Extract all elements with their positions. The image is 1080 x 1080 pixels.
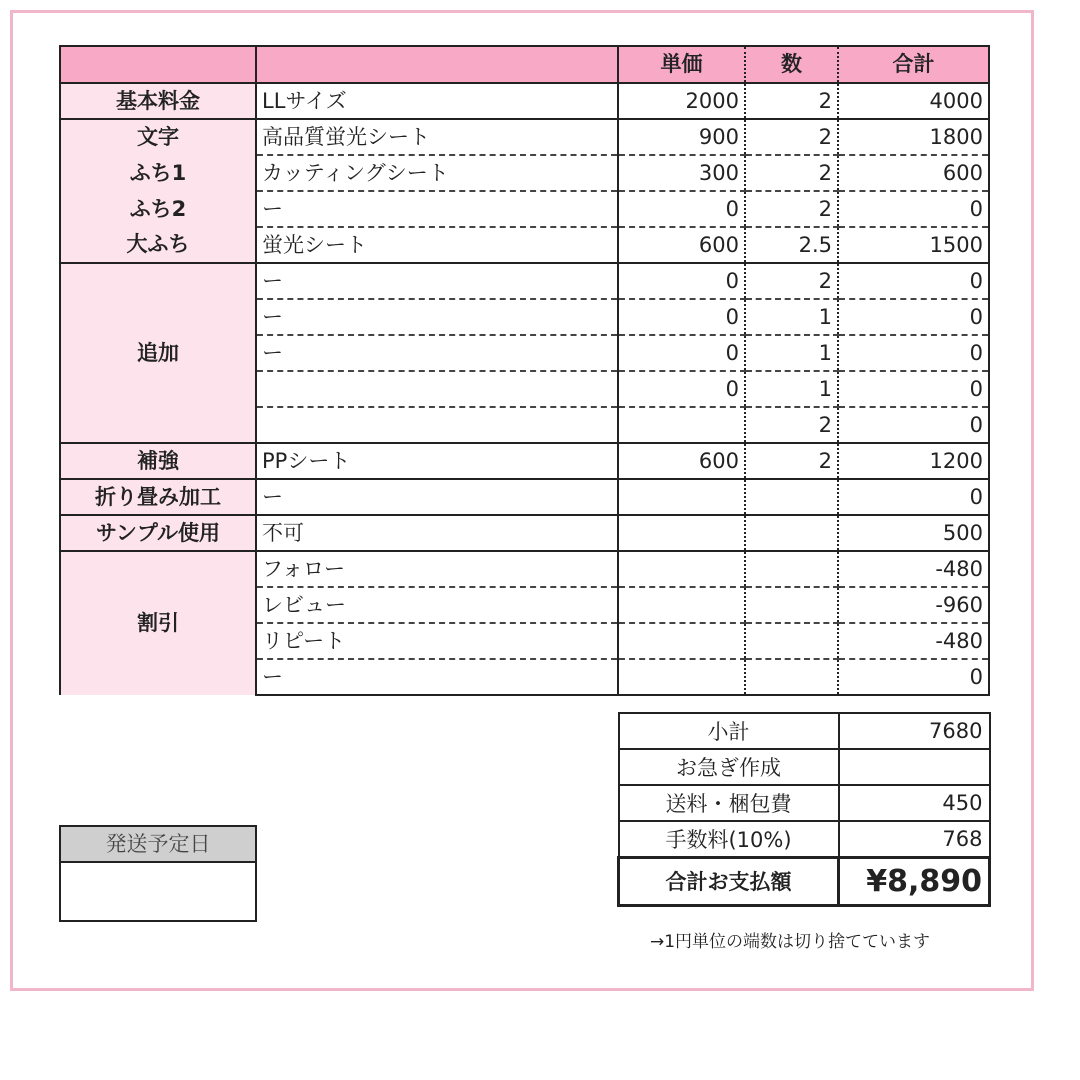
- total-cell: 4000: [838, 83, 989, 119]
- item-cell: [256, 371, 618, 407]
- price-cell: 900: [618, 119, 745, 155]
- category-cell: 基本料金: [60, 83, 256, 119]
- table-row: [60, 83, 989, 119]
- qty-cell: [745, 623, 838, 659]
- table-row: [60, 479, 989, 515]
- header-quantity: 数: [745, 46, 838, 83]
- subtotal-value: 7680: [839, 713, 990, 749]
- item-cell: ー: [256, 479, 618, 515]
- category-cell: 文字: [60, 119, 256, 155]
- item-cell: LLサイズ: [256, 83, 618, 119]
- qty-cell: [745, 515, 838, 551]
- grand-total-value: ¥8,890: [839, 857, 990, 905]
- category-cell: 追加: [60, 263, 256, 443]
- price-cell: 0: [618, 263, 745, 299]
- qty-cell: 2: [745, 407, 838, 443]
- category-cell: 大ふち: [60, 227, 256, 263]
- ship-date-box: [59, 825, 257, 922]
- qty-cell: [745, 587, 838, 623]
- table-row: [60, 263, 989, 299]
- price-cell: [618, 407, 745, 443]
- shipping-label: 送料・梱包費: [619, 785, 839, 821]
- price-cell: 600: [618, 443, 745, 479]
- rush-label: お急ぎ作成: [619, 749, 839, 785]
- fee-row: [619, 821, 990, 857]
- total-cell: 600: [838, 155, 989, 191]
- price-cell: [618, 551, 745, 587]
- qty-cell: 1: [745, 335, 838, 371]
- item-cell: ー: [256, 659, 618, 695]
- qty-cell: [745, 659, 838, 695]
- qty-cell: [745, 479, 838, 515]
- category-cell: 折り畳み加工: [60, 479, 256, 515]
- ship-date-value: [61, 863, 255, 920]
- item-cell: フォロー: [256, 551, 618, 587]
- price-cell: [618, 515, 745, 551]
- rush-row: [619, 749, 990, 785]
- quote-table: [59, 45, 990, 696]
- total-cell: -480: [838, 551, 989, 587]
- fee-value: 768: [839, 821, 990, 857]
- fee-label: 手数料(10%): [619, 821, 839, 857]
- total-cell: 500: [838, 515, 989, 551]
- grand-total-label: 合計お支払額: [619, 857, 839, 905]
- price-cell: [618, 659, 745, 695]
- item-cell: リピート: [256, 623, 618, 659]
- table-row: [60, 119, 989, 155]
- price-cell: 600: [618, 227, 745, 263]
- price-cell: [618, 623, 745, 659]
- category-cell: ふち2: [60, 191, 256, 227]
- total-cell: 0: [838, 407, 989, 443]
- item-cell: ー: [256, 191, 618, 227]
- item-cell: ー: [256, 299, 618, 335]
- ship-date-label: 発送予定日: [61, 827, 255, 863]
- header-unit-price: 単価: [618, 46, 745, 83]
- shipping-row: [619, 785, 990, 821]
- category-cell: 補強: [60, 443, 256, 479]
- item-cell: ー: [256, 335, 618, 371]
- table-row: [60, 443, 989, 479]
- total-cell: -960: [838, 587, 989, 623]
- grand-total-row: [619, 857, 990, 905]
- price-cell: [618, 587, 745, 623]
- qty-cell: [745, 551, 838, 587]
- qty-cell: 2: [745, 119, 838, 155]
- total-cell: 1200: [838, 443, 989, 479]
- total-cell: 1800: [838, 119, 989, 155]
- table-row: [60, 191, 989, 227]
- qty-cell: 1: [745, 299, 838, 335]
- item-cell: 高品質蛍光シート: [256, 119, 618, 155]
- table-header-row: [60, 46, 989, 83]
- price-cell: 300: [618, 155, 745, 191]
- rush-value: [839, 749, 990, 785]
- total-cell: 0: [838, 371, 989, 407]
- price-cell: 0: [618, 335, 745, 371]
- item-cell: 蛍光シート: [256, 227, 618, 263]
- header-total: 合計: [838, 46, 989, 83]
- total-cell: 0: [838, 299, 989, 335]
- table-row: [60, 515, 989, 551]
- price-cell: 0: [618, 191, 745, 227]
- total-cell: 0: [838, 479, 989, 515]
- item-cell: 不可: [256, 515, 618, 551]
- item-cell: [256, 407, 618, 443]
- header-category-cell: [60, 46, 256, 83]
- subtotal-label: 小計: [619, 713, 839, 749]
- price-cell: [618, 479, 745, 515]
- category-cell: 割引: [60, 551, 256, 695]
- qty-cell: 2: [745, 191, 838, 227]
- total-cell: 0: [838, 191, 989, 227]
- summary-table: [617, 712, 991, 907]
- total-cell: 0: [838, 263, 989, 299]
- item-cell: PPシート: [256, 443, 618, 479]
- price-cell: 2000: [618, 83, 745, 119]
- total-cell: -480: [838, 623, 989, 659]
- price-cell: 0: [618, 299, 745, 335]
- qty-cell: 1: [745, 371, 838, 407]
- shipping-value: 450: [839, 785, 990, 821]
- total-cell: 0: [838, 335, 989, 371]
- rounding-note: →1円単位の端数は切り捨てています: [650, 932, 931, 952]
- item-cell: カッティングシート: [256, 155, 618, 191]
- table-row: [60, 227, 989, 263]
- total-cell: 0: [838, 659, 989, 695]
- category-cell: ふち1: [60, 155, 256, 191]
- qty-cell: 2: [745, 443, 838, 479]
- category-cell: サンプル使用: [60, 515, 256, 551]
- qty-cell: 2.5: [745, 227, 838, 263]
- price-cell: 0: [618, 371, 745, 407]
- table-row: [60, 155, 989, 191]
- qty-cell: 2: [745, 83, 838, 119]
- item-cell: ー: [256, 263, 618, 299]
- header-item-cell: [256, 46, 618, 83]
- total-cell: 1500: [838, 227, 989, 263]
- subtotal-row: [619, 713, 990, 749]
- table-row: [60, 551, 989, 587]
- item-cell: レビュー: [256, 587, 618, 623]
- qty-cell: 2: [745, 263, 838, 299]
- qty-cell: 2: [745, 155, 838, 191]
